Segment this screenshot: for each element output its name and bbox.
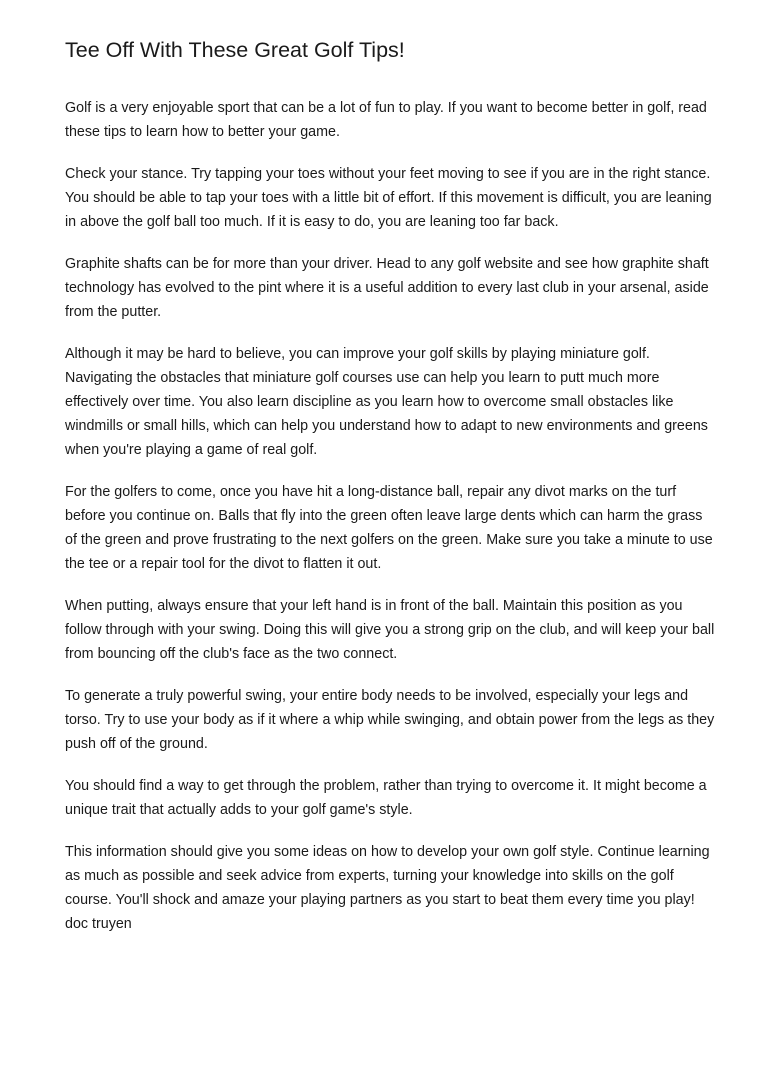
paragraph-putting: When putting, always ensure that your left hand is in front of the ball. Maintain this position as you follow through with your swing. Doing this will give you a strong grip on the club, and will keep your ball from bouncing off the club's face as the two connect. <box>65 598 715 662</box>
document-page <box>65 36 715 954</box>
paragraph-divot: For the golfers to come, once you have hit a long-distance ball, repair any divot marks on the turf before you continue on. Balls that fly into the green often leave large dents which can harm the grass of the green and prove frustrating to the next golfers on the green. Make sure you take a minute to use the tee or a repair tool for the divot to flatten it out. <box>65 484 713 572</box>
paragraph-intro: Golf is a very enjoyable sport that can be a lot of fun to play. If you want to become better in golf, read these tips to learn how to better your game. <box>65 100 707 140</box>
paragraph-miniature-golf: Although it may be hard to believe, you can improve your golf skills by playing miniature golf. Navigating the obstacles that miniature golf courses use can help you learn to putt much more effectively over time. You also learn discipline as you learn how to overcome small obstacles like windmills or small hills, which can help you understand how to adapt to new environments and greens when you're playing a game of real golf. <box>65 346 708 458</box>
paragraph-problem: You should find a way to get through the problem, rather than trying to overcome it. It might become a unique trait that actually adds to your golf game's style. <box>65 778 707 818</box>
paragraph-graphite: Graphite shafts can be for more than your driver. Head to any golf website and see how graphite shaft technology has evolved to the pint where it is a useful addition to every last club in your arsenal, aside from the putter. <box>65 256 709 320</box>
document-title: Tee Off With These Great Golf Tips! <box>65 38 405 62</box>
paragraph-stance: Check your stance. Try tapping your toes without your feet moving to see if you are in the right stance. You should be able to tap your toes with a little bit of effort. If this movement is difficult, you are leaning in above the golf ball too much. If it is easy to do, you are leaning too far back. <box>65 166 712 230</box>
paragraph-swing: To generate a truly powerful swing, your entire body needs to be involved, especially your legs and torso. Try to use your body as if it where a whip while swinging, and obtain power from the legs as they push off of the ground. <box>65 688 715 752</box>
paragraph-conclusion: This information should give you some ideas on how to develop your own golf style. Continue learning as much as possible and seek advice from experts, turning your knowledge into skills on the golf course. You'll shock and amaze your playing partners as you start to beat them every time you play! doc truyen <box>65 844 710 932</box>
